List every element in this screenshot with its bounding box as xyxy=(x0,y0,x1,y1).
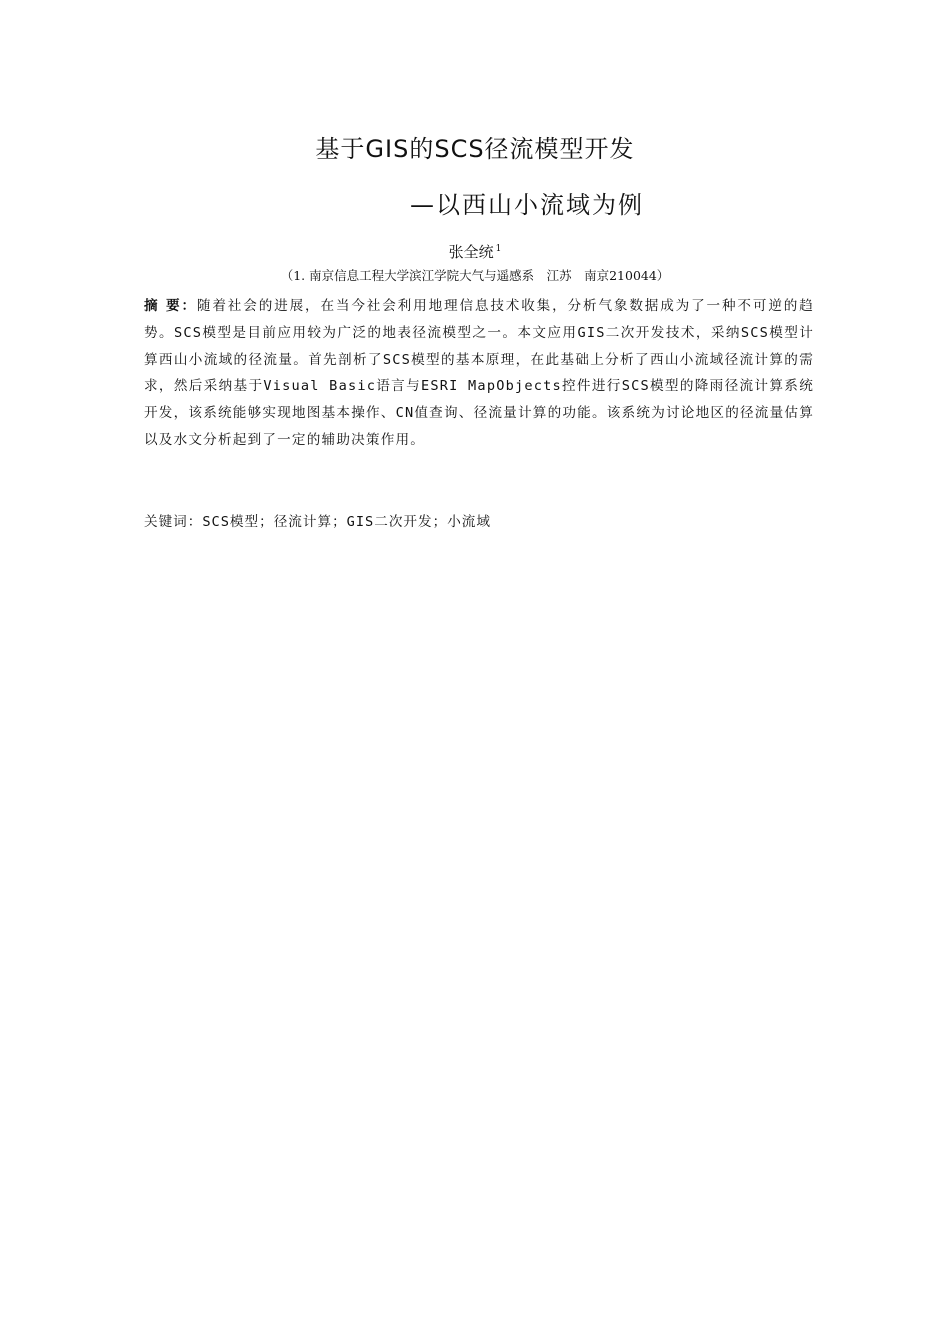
paper-title: 基于GIS的SCS径流模型开发 xyxy=(315,135,635,163)
keywords-label: 关键词： xyxy=(144,514,203,530)
abstract xyxy=(144,293,814,454)
author-affiliation-marker: 1 xyxy=(495,244,502,254)
keywords xyxy=(144,509,814,535)
keywords-text: SCS模型；径流计算；GIS二次开发；小流域 xyxy=(202,514,491,530)
affiliation: （1. 南京信息工程大学滨江学院大气与遥感系 江苏 南京210044） xyxy=(280,268,670,283)
author-name: 张全统 xyxy=(448,243,494,261)
abstract-text: 随着社会的进展，在当今社会利用地理信息技术收集，分析气象数据成为了一种不可逆的趋势。SCS模型是目前应用较为广泛的地表径流模型之一。本文应用GIS二次开发技术，采纳SCS模型计算西山小流域的径流量。首先剖析了SCS模型的基本原理，在此基础上分析了西山小流域径流计算的需求，然后采纳基于Visual Basic语言与ESRI MapObjects控件进行SCS模型的降雨径流计算系统开发，该系统能够实现地图基本操作、CN值查询、径流量计算的功能。该系统为讨论地区的径流量估算以及水文分析起到了一定的辅助决策作用。 xyxy=(144,298,814,448)
author-line xyxy=(0,238,950,263)
paper-subtitle: —以西山小流域为例 xyxy=(410,191,644,219)
abstract-label: 摘 要： xyxy=(144,298,197,314)
